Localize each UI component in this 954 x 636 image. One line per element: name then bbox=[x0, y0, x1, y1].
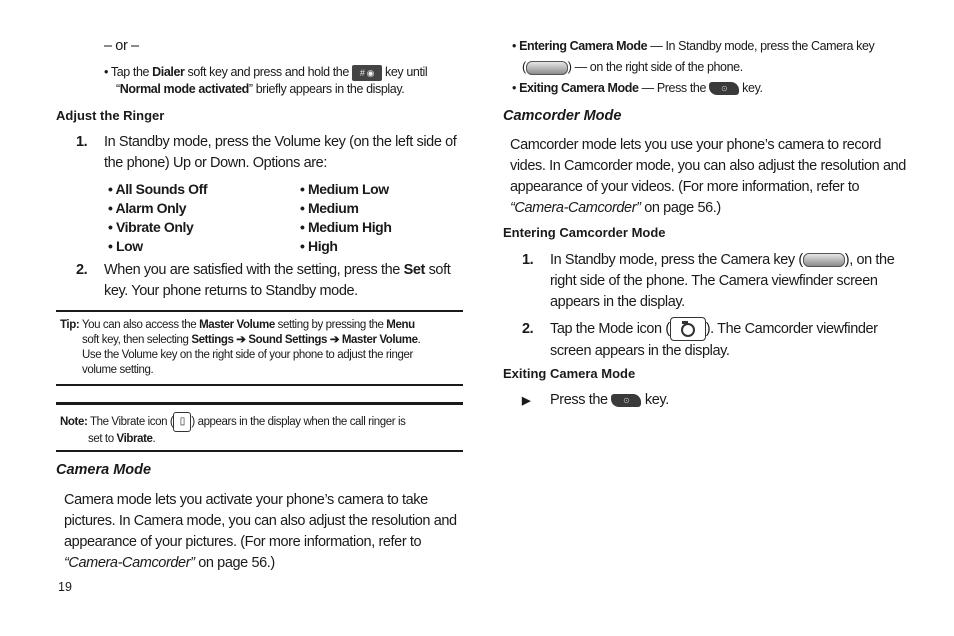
text: In Standby mode, press the Volume key (on the left side of bbox=[104, 134, 457, 150]
tip-bottom-rule bbox=[56, 384, 463, 386]
ringer-options-col1 bbox=[108, 180, 207, 256]
arrow-icon: ▶ bbox=[522, 395, 531, 407]
camcorder-step-2 bbox=[522, 317, 942, 362]
text: — Press the bbox=[638, 81, 710, 95]
note-top-rule bbox=[56, 402, 463, 405]
settings-path: Settings ➔ Sound Settings ➔ Master Volume bbox=[191, 334, 418, 346]
bullet: • bbox=[512, 39, 516, 53]
text: appearance of your videos. (For more information, refer to bbox=[510, 179, 860, 195]
text: Camera mode lets you activate your phone’s camera to take bbox=[64, 492, 428, 508]
text: ). The Camcorder viewfinder bbox=[705, 320, 878, 337]
step-number: 2. bbox=[76, 262, 88, 278]
option-item: • Vibrate Only bbox=[108, 219, 194, 235]
or-line: – or – bbox=[104, 38, 139, 54]
pound-key-icon: # ◉ bbox=[352, 65, 382, 81]
text: key until bbox=[381, 65, 428, 79]
entering-camcorder-heading: Entering Camcorder Mode bbox=[503, 225, 666, 240]
text: setting by pressing the bbox=[274, 319, 387, 331]
text: vides. In Camcorder mode, you can also adjust the resolution and bbox=[510, 158, 906, 174]
text: key. bbox=[739, 81, 763, 95]
ringer-step-2 bbox=[76, 260, 466, 302]
vibrate-label: Vibrate bbox=[116, 433, 153, 445]
step-number: 2. bbox=[522, 320, 534, 337]
text: “ bbox=[116, 82, 120, 96]
bullet: • bbox=[512, 81, 516, 95]
text: The Vibrate icon ( bbox=[87, 416, 174, 429]
text: ) appears in the display when the call ringer is bbox=[191, 416, 406, 429]
ringer-options-col2 bbox=[300, 180, 391, 256]
tip-label: Tip: bbox=[60, 319, 80, 331]
camcorder-paragraph bbox=[510, 135, 930, 219]
note-bottom-rule bbox=[56, 450, 463, 452]
text: . bbox=[417, 334, 421, 346]
text: soft key and press and hold the bbox=[184, 65, 352, 79]
tip-top-rule bbox=[56, 310, 463, 312]
exiting-camera-bullet bbox=[512, 80, 912, 97]
option-item: • All Sounds Off bbox=[108, 181, 208, 197]
option-item: • High bbox=[300, 238, 338, 254]
text: on page 56.) bbox=[194, 555, 275, 571]
text: ), on the bbox=[844, 252, 895, 268]
entering-camera-label: Entering Camera Mode bbox=[519, 39, 648, 53]
normal-mode-label: Normal mode activated bbox=[119, 82, 249, 96]
master-volume-label: Master Volume bbox=[199, 319, 275, 331]
tip-box bbox=[60, 318, 462, 378]
text: ) — on the right side of the phone. bbox=[567, 60, 743, 74]
text: set to bbox=[88, 433, 117, 445]
camera-mode-heading: Camera Mode bbox=[56, 462, 152, 478]
page-number: 19 bbox=[58, 580, 72, 594]
end-key-icon: ⊙ bbox=[611, 394, 641, 407]
text: screen appears in the display. bbox=[550, 343, 730, 359]
exiting-camera-label: Exiting Camera Mode bbox=[519, 81, 639, 95]
text: You can also access the bbox=[79, 319, 200, 331]
exiting-camera-heading: Exiting Camera Mode bbox=[503, 366, 636, 381]
camera-mode-paragraph bbox=[64, 490, 464, 574]
text: . bbox=[152, 433, 156, 445]
text: volume setting. bbox=[82, 364, 154, 376]
step-number: 1. bbox=[522, 252, 534, 268]
text: on page 56.) bbox=[640, 200, 721, 216]
text: right side of the phone. The Camera viewfinder screen bbox=[550, 273, 878, 289]
text: key. Your phone returns to Standby mode. bbox=[104, 283, 358, 299]
text: ” briefly appears in the display. bbox=[248, 82, 405, 96]
camera-key-icon bbox=[803, 253, 845, 267]
dialer-label: Dialer bbox=[152, 65, 185, 79]
text: ( bbox=[522, 60, 526, 74]
text: Tap the bbox=[110, 65, 153, 79]
text: When you are satisfied with the setting, press the bbox=[104, 262, 404, 278]
text: Camcorder mode lets you use your phone’s camera to record bbox=[510, 137, 882, 153]
note-box bbox=[60, 412, 462, 447]
end-key-icon: ⊙ bbox=[709, 82, 739, 95]
cross-reference: “Camera-Camcorder” bbox=[510, 200, 641, 216]
bullet: • bbox=[104, 65, 108, 79]
camera-mode-icon bbox=[670, 317, 706, 341]
note-label: Note: bbox=[60, 416, 88, 429]
text: — In Standby mode, press the Camera key bbox=[647, 39, 875, 53]
step-number: 1. bbox=[76, 134, 88, 150]
menu-label: Menu bbox=[386, 319, 415, 331]
ringer-step-1 bbox=[76, 132, 466, 174]
cross-reference: “Camera-Camcorder” bbox=[64, 555, 195, 571]
option-item: • Alarm Only bbox=[108, 200, 187, 216]
camera-key-icon bbox=[526, 61, 568, 75]
option-item: • Low bbox=[108, 238, 143, 254]
camcorder-step-1 bbox=[522, 250, 942, 313]
vibrate-icon: ▯ bbox=[173, 412, 191, 432]
text: key. bbox=[641, 392, 669, 408]
entering-camera-bullet bbox=[512, 36, 912, 78]
text: In Standby mode, press the Camera key ( bbox=[550, 252, 803, 268]
text: Use the Volume key on the right side of your phone to adjust the ringer bbox=[82, 349, 413, 361]
set-label: Set bbox=[403, 262, 425, 278]
option-item: • Medium High bbox=[300, 219, 392, 235]
text: Press the bbox=[550, 392, 612, 408]
text: Tap the Mode icon ( bbox=[550, 320, 670, 337]
text: the phone) Up or Down. Options are: bbox=[104, 155, 327, 171]
text: appearance of your pictures. (For more information, refer to bbox=[64, 534, 422, 550]
text: soft bbox=[424, 262, 451, 278]
adjust-ringer-heading: Adjust the Ringer bbox=[56, 108, 165, 123]
camcorder-mode-heading: Camcorder Mode bbox=[503, 108, 622, 124]
text: soft key, then selecting bbox=[82, 334, 192, 346]
exit-step bbox=[522, 390, 822, 412]
text: appears in the display. bbox=[550, 294, 685, 310]
dialer-bullet bbox=[104, 64, 464, 98]
option-item: • Medium Low bbox=[300, 181, 389, 197]
text: pictures. In Camera mode, you can also adjust the resolution and bbox=[64, 513, 457, 529]
option-item: • Medium bbox=[300, 200, 359, 216]
